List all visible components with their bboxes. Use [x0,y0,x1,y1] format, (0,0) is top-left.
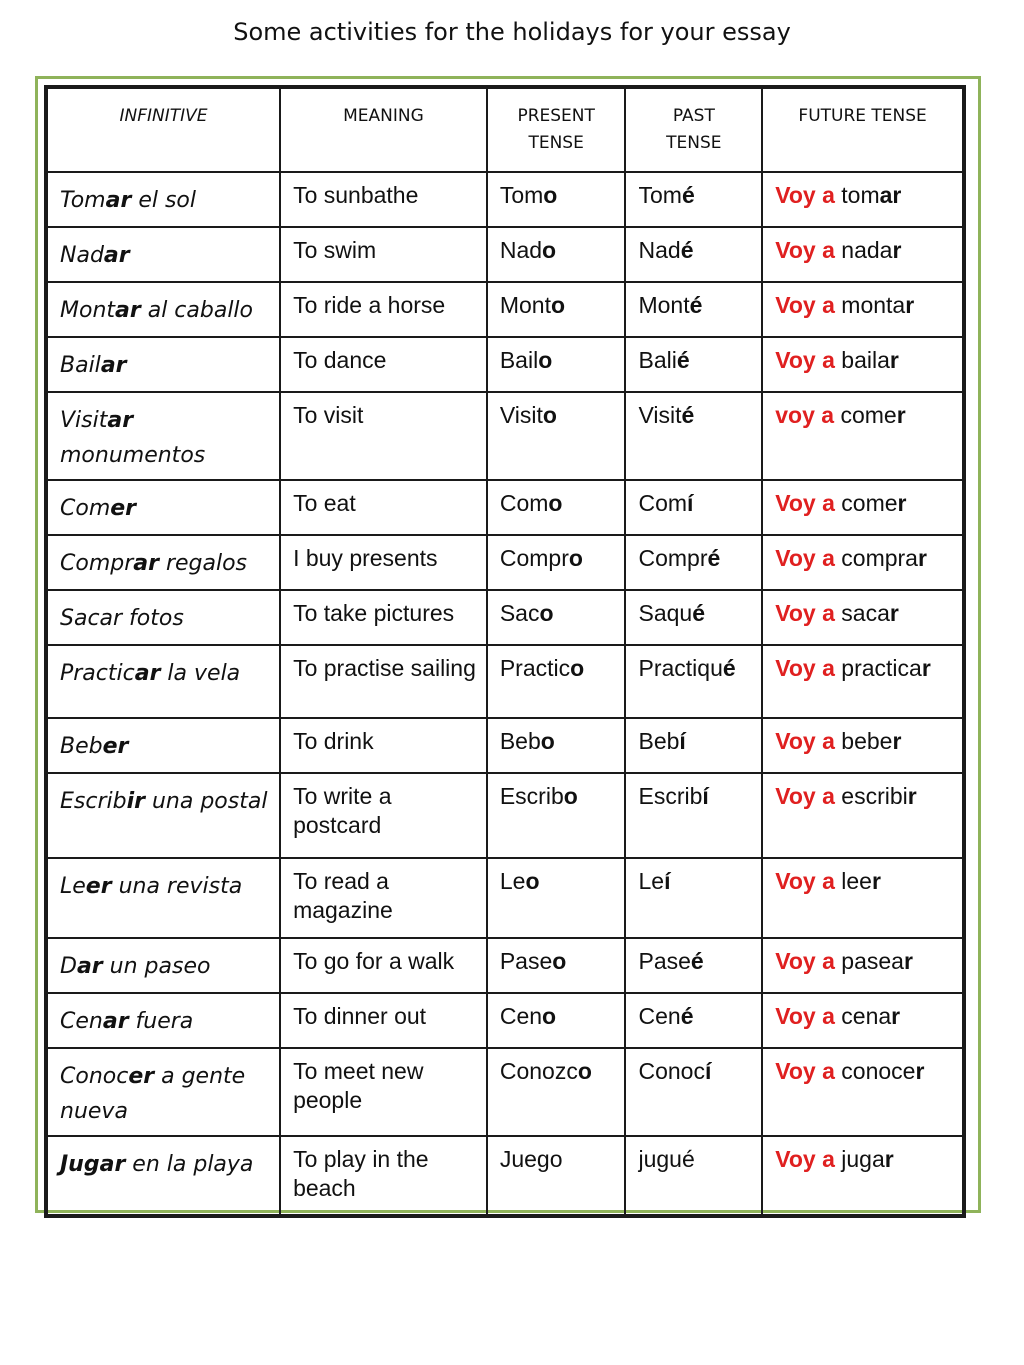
voy-a-highlight: voy a [775,402,835,428]
table-row [46,645,964,718]
present-tense-cell [487,993,626,1048]
past-tense-cell [625,227,762,282]
verb-ending: o [550,292,566,318]
verb-ending: o [568,545,583,571]
meaning-cell: To eat [280,480,487,535]
table-row [46,535,964,590]
voy-a-highlight: Voy a [775,347,835,373]
verb-ending: o [548,490,563,516]
meaning-cell: To practise sailing [280,645,487,718]
table-row [46,773,964,858]
future-tense-cell [762,718,964,773]
header-future-tense [762,87,964,172]
infinitive-text: al caballo [140,298,254,323]
verb-stem: Nad [638,237,681,263]
verb-stem: Cen [638,1003,681,1029]
future-tense-cell [762,1136,964,1216]
verb-ending: í [704,1058,712,1084]
verb-stem: Beb [499,728,541,754]
past-tense-cell [625,535,762,590]
infinitive-text: Compr [60,551,134,576]
verb-ending: er [110,496,137,521]
meaning-cell: To play in the beach [280,1136,487,1216]
verb-stem: Bali [638,347,677,373]
verb-stem: come [834,490,898,516]
verb-stem: Conoc [638,1058,705,1084]
verb-stem: Conozc [499,1058,578,1084]
meaning-cell: To go for a walk [280,938,487,993]
verb-ending: é [689,292,703,318]
future-tense-cell [762,1048,964,1136]
voy-a-highlight: Voy a [775,182,835,208]
table-frame [35,76,981,1213]
verb-stem: Compr [499,545,569,571]
infinitive-text: Mont [60,298,116,323]
verb-stem: Juego [499,1146,563,1172]
verb-ending: é [680,1003,694,1029]
verb-ending: o [542,237,557,263]
meaning-cell: To dinner out [280,993,487,1048]
table-row [46,1136,964,1216]
header-label: TENSE [666,133,722,153]
voy-a-highlight: Voy a [775,655,835,681]
past-tense-cell [625,172,762,227]
verb-stem: conoce [834,1058,916,1084]
verb-ending: o [542,402,557,428]
verb-stem: tom [834,182,880,208]
infinitive-cell [46,938,280,993]
verb-stem: Escrib [499,783,564,809]
infinitive-text: fuera [128,1009,194,1034]
verb-stem: Compr [638,545,708,571]
verb-ending: é [692,600,705,626]
meaning-cell: To write a postcard [280,773,487,858]
present-tense-cell [487,480,626,535]
infinitive-text: Com [60,496,111,521]
infinitive-text: Visit [60,408,108,433]
header-row [46,87,964,172]
verb-stem: compra [834,545,918,571]
meaning-cell: I buy presents [280,535,487,590]
past-tense-cell [625,1048,762,1136]
verb-ending: é [722,655,736,681]
verb-ending: r [896,402,906,428]
infinitive-cell [46,773,280,858]
present-tense-cell [487,282,626,337]
present-tense-cell [487,590,626,645]
verb-ending: o [570,655,585,681]
verb-ending: r [871,868,881,894]
verb-stem: Practiqu [638,655,723,681]
verb-stem: practica [834,655,922,681]
verb-ending: é [676,347,690,373]
infinitive-cell [46,1048,280,1136]
table-row [46,858,964,938]
meaning-cell: To swim [280,227,487,282]
infinitive-cell [46,480,280,535]
verb-stem: lee [834,868,872,894]
present-tense-cell [487,535,626,590]
header-label: FUTURE TENSE [798,106,927,126]
verb-ending: o [540,728,555,754]
verb-stem: Nad [499,237,543,263]
verb-stem: Tom [638,182,682,208]
future-tense-cell [762,392,964,480]
verb-ending: Jugar [60,1152,126,1177]
verb-ending: r [907,783,917,809]
verb-stem: Com [499,490,549,516]
infinitive-text: D [60,954,77,979]
verb-stem: Le [499,868,526,894]
verb-ending: r [917,545,927,571]
present-tense-cell [487,392,626,480]
verb-ending: r [892,237,902,263]
verb-stem: Saqu [638,600,693,626]
table-row [46,172,964,227]
past-tense-cell [625,993,762,1048]
future-tense-cell [762,773,964,858]
infinitive-cell [46,535,280,590]
future-tense-cell [762,227,964,282]
infinitive-text: Practic [60,661,135,686]
verb-ending: r [884,1146,894,1172]
verb-ending: r [915,1058,925,1084]
verb-ending: r [903,948,913,974]
verb-stem: monta [834,292,906,318]
verb-ending: o [525,868,540,894]
present-tense-cell [487,337,626,392]
infinitive-cell [46,1136,280,1216]
table-row [46,480,964,535]
future-tense-cell [762,337,964,392]
verb-ending: o [539,600,554,626]
verb-stem: Cen [499,1003,543,1029]
infinitive-text: monumentos [60,443,206,468]
table-row [46,718,964,773]
verb-ending: r [891,1003,901,1029]
verb-ending: ar [102,1009,129,1034]
past-tense-cell [625,392,762,480]
verb-stem: Visit [499,402,543,428]
table-row [46,392,964,480]
verb-ending: ar [100,353,127,378]
verb-ending: ar [76,954,103,979]
verb-ending: er [128,1064,155,1089]
header-meaning [280,87,487,172]
past-tense-cell [625,645,762,718]
verb-ending: é [707,545,721,571]
voy-a-highlight: Voy a [775,237,835,263]
page-title: Some activities for the holidays for your essay [233,18,791,46]
voy-a-highlight: Voy a [775,728,835,754]
verb-table [44,85,966,1218]
past-tense-cell [625,282,762,337]
voy-a-highlight: Voy a [775,868,835,894]
voy-a-highlight: Voy a [775,292,835,318]
verb-ending: o [563,783,578,809]
infinitive-cell [46,645,280,718]
voy-a-highlight: Voy a [775,545,835,571]
verb-stem: saca [834,600,890,626]
infinitive-cell [46,337,280,392]
verb-stem: Beb [638,728,680,754]
future-tense-cell [762,480,964,535]
verb-ending: o [538,347,553,373]
verb-ending: er [85,874,112,899]
past-tense-cell [625,718,762,773]
voy-a-highlight: Voy a [775,948,835,974]
voy-a-highlight: Voy a [775,1058,835,1084]
meaning-cell: To take pictures [280,590,487,645]
present-tense-cell [487,1136,626,1216]
future-tense-cell [762,938,964,993]
past-tense-cell [625,858,762,938]
verb-stem: Mont [499,292,551,318]
verb-ending: er [102,734,129,759]
verb-stem: Tom [499,182,544,208]
header-label: TENSE [528,133,584,153]
meaning-cell: To dance [280,337,487,392]
table-row [46,282,964,337]
verb-ending: é [690,948,704,974]
infinitive-text: a gente nueva [60,1064,246,1124]
header-present-tense [487,87,626,172]
verb-ending: é [681,402,695,428]
present-tense-cell [487,858,626,938]
header-label: INFINITIVE [119,106,208,126]
present-tense-cell [487,172,626,227]
verb-stem: come [834,402,897,428]
infinitive-text: Le [60,874,86,899]
present-tense-cell [487,1048,626,1136]
verb-stem: Pase [638,948,691,974]
future-tense-cell [762,590,964,645]
voy-a-highlight: Voy a [775,600,835,626]
verb-stem: Mont [638,292,690,318]
verb-stem: Com [638,490,688,516]
verb-ending: ar [134,661,161,686]
infinitive-cell [46,282,280,337]
future-tense-cell [762,172,964,227]
infinitive-text: Escrib [60,789,127,814]
past-tense-cell [625,337,762,392]
verb-ending: ir [126,789,145,814]
verb-stem: Bail [499,347,539,373]
verb-ending: é [681,182,695,208]
verb-ending: ar [107,408,134,433]
future-tense-cell [762,282,964,337]
present-tense-cell [487,938,626,993]
table-row [46,1048,964,1136]
meaning-cell: To visit [280,392,487,480]
header-past-tense [625,87,762,172]
infinitive-text: Bail [60,353,101,378]
verb-ending: r [892,728,902,754]
header-label: MEANING [343,106,424,126]
verb-ending: ar [133,551,159,576]
future-tense-cell [762,858,964,938]
verb-ending: í [702,783,709,809]
verb-ending: r [921,655,931,681]
verb-ending: í [679,728,686,754]
verb-ending: ar [115,298,141,323]
present-tense-cell [487,773,626,858]
verb-stem: escribi [834,783,908,809]
verb-ending: ar [105,188,132,213]
infinitive-cell [46,718,280,773]
infinitive-cell [46,993,280,1048]
infinitive-text: Cen [60,1009,103,1034]
infinitive-text: la vela [160,661,241,686]
verb-ending: o [577,1058,592,1084]
verb-ending: ar [103,243,130,268]
infinitive-text: Conoc [60,1064,129,1089]
voy-a-highlight: Voy a [775,490,835,516]
infinitive-cell [46,392,280,480]
verb-ending: o [552,948,567,974]
verb-stem: nada [834,237,893,263]
verb-ending: í [664,868,671,894]
infinitive-text: regalos [158,551,248,576]
past-tense-cell [625,773,762,858]
header-label: PRESENT [517,106,595,126]
infinitive-cell [46,172,280,227]
infinitive-text: Tom [60,188,106,213]
past-tense-cell [625,590,762,645]
infinitive-text: Sacar fotos [60,606,184,631]
future-tense-cell [762,645,964,718]
verb-stem: baila [834,347,890,373]
verb-ending: r [905,292,915,318]
infinitive-text: Nad [60,243,104,268]
header-label: PAST [672,106,715,126]
voy-a-highlight: Voy a [775,783,835,809]
meaning-cell: To meet new people [280,1048,487,1136]
meaning-cell: To drink [280,718,487,773]
verb-ending: o [542,1003,557,1029]
verb-stem: Sac [499,600,540,626]
future-tense-cell [762,993,964,1048]
past-tense-cell [625,480,762,535]
verb-stem: Escrib [638,783,703,809]
verb-stem: pasea [834,948,904,974]
verb-stem: Pase [499,948,553,974]
verb-ending: o [543,182,558,208]
verb-stem: Le [638,868,665,894]
table-row [46,337,964,392]
verb-stem: jugué [638,1146,695,1172]
meaning-cell: To sunbathe [280,172,487,227]
infinitive-cell [46,227,280,282]
verb-stem: cena [834,1003,892,1029]
table-row [46,938,964,993]
infinitive-text: una revista [111,874,243,899]
present-tense-cell [487,718,626,773]
infinitive-text: un paseo [102,954,211,979]
table-row [46,590,964,645]
table-row [46,993,964,1048]
present-tense-cell [487,645,626,718]
present-tense-cell [487,227,626,282]
future-tense-cell [762,535,964,590]
infinitive-cell [46,858,280,938]
verb-ending: ar [879,182,902,208]
meaning-cell: To ride a horse [280,282,487,337]
past-tense-cell [625,1136,762,1216]
voy-a-highlight: Voy a [775,1146,835,1172]
table-row [46,227,964,282]
verb-stem: Practic [499,655,571,681]
infinitive-text: una postal [144,789,268,814]
infinitive-text: en la playa [125,1152,254,1177]
meaning-cell: To read a magazine [280,858,487,938]
infinitive-cell [46,590,280,645]
verb-ending: r [897,490,907,516]
infinitive-text: el sol [131,188,196,213]
verb-ending: é [680,237,694,263]
header-infinitive [46,87,280,172]
verb-ending: r [889,600,899,626]
voy-a-highlight: Voy a [775,1003,835,1029]
verb-stem: Visit [638,402,682,428]
infinitive-text: Beb [60,734,103,759]
past-tense-cell [625,938,762,993]
verb-stem: juga [834,1146,885,1172]
verb-stem: bebe [834,728,893,754]
verb-ending: í [687,490,694,516]
verb-ending: r [889,347,899,373]
